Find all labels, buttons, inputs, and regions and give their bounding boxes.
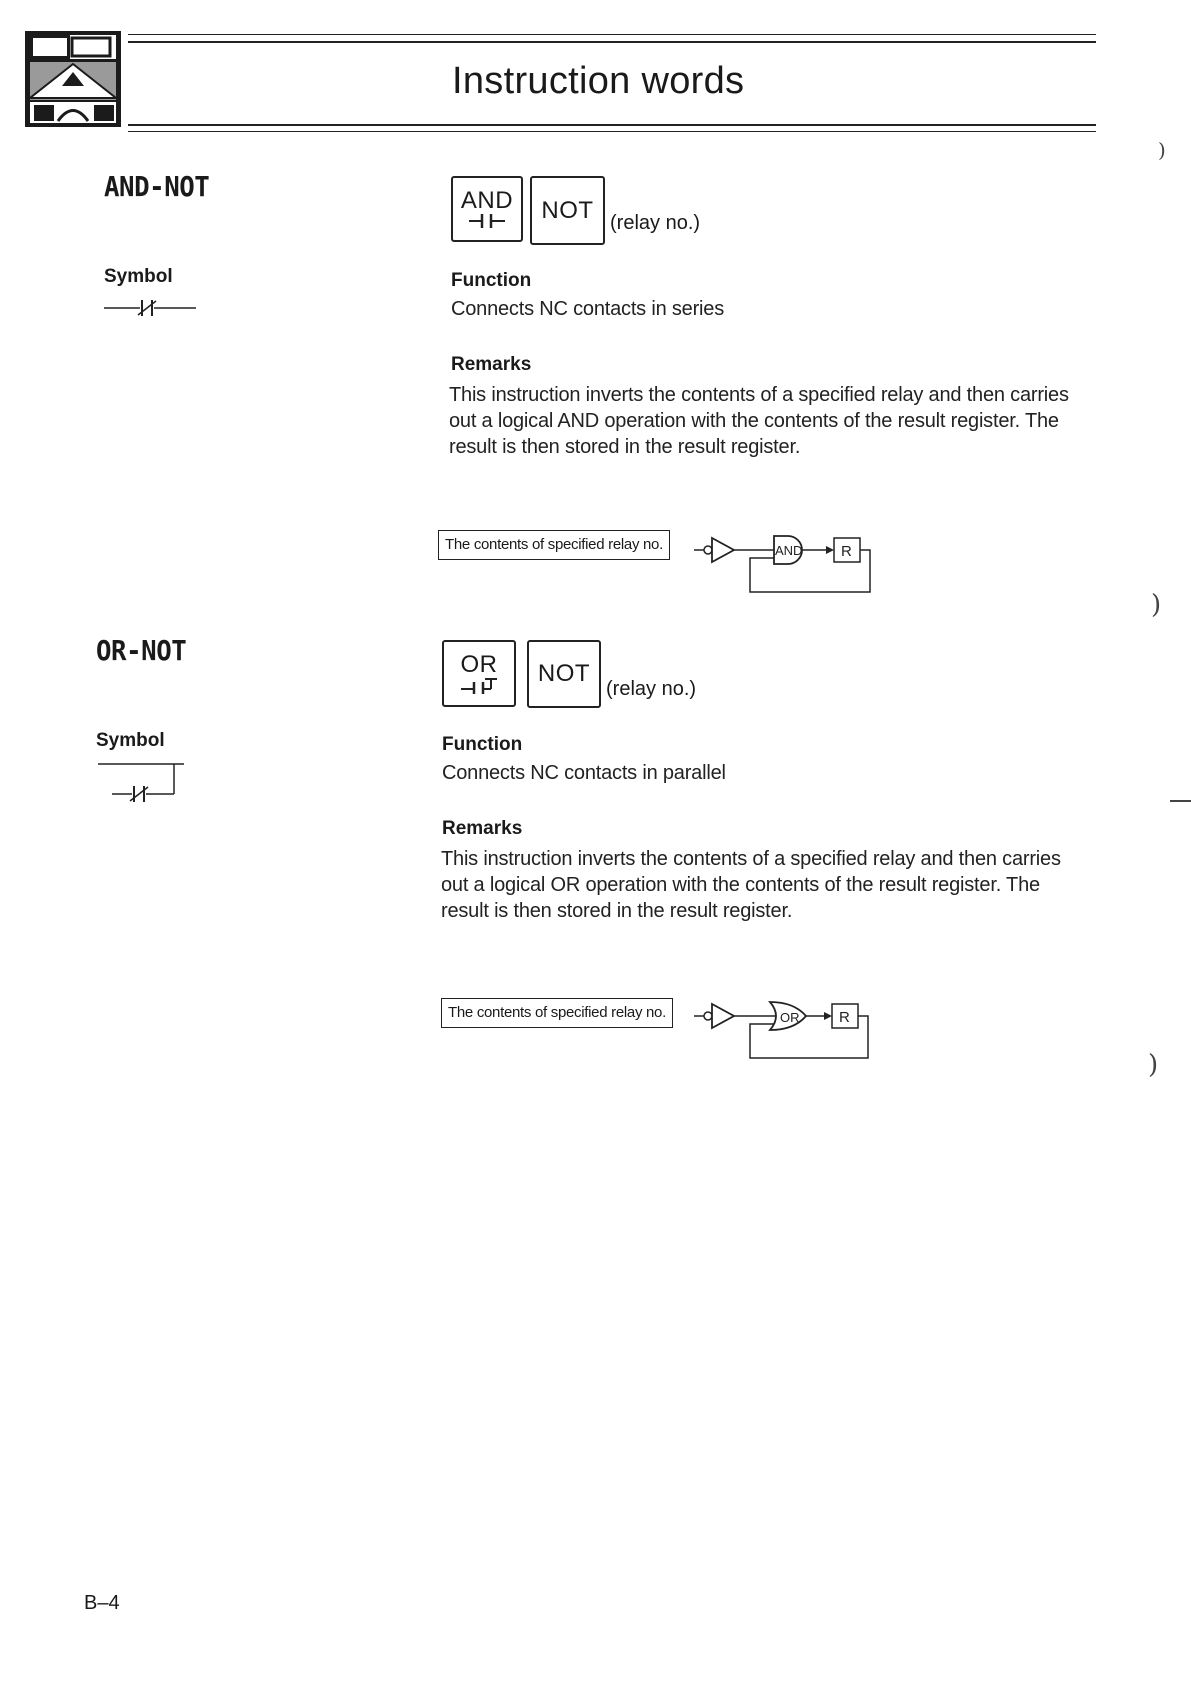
- nc-contact-series-icon: [104, 298, 196, 318]
- not-key-label: NOT: [541, 196, 594, 224]
- remarks-text: [441, 846, 1081, 924]
- margin-mark: ): [1158, 138, 1166, 162]
- function-label: Function: [442, 734, 523, 755]
- function-text: Connects NC contacts in series: [451, 298, 725, 320]
- contact-series-icon: [467, 213, 507, 229]
- register-label: R: [839, 1009, 850, 1026]
- instruction-name-and-not: AND-NOT: [104, 170, 210, 203]
- remarks-line: This instruction inverts the contents of a specified relay and then carries: [449, 384, 1069, 406]
- remarks-label: Remarks: [451, 354, 532, 375]
- header-rule-bottom: [128, 124, 1096, 126]
- symbol-label: Symbol: [96, 730, 165, 751]
- header-rule-top: [128, 34, 1096, 35]
- margin-dash: [1170, 800, 1191, 802]
- or-key: [442, 640, 516, 707]
- gate-label: AND: [775, 543, 803, 558]
- or-not-logic-diagram: [690, 992, 890, 1064]
- header-rule-top-thick: [128, 41, 1096, 43]
- not-key: [530, 176, 605, 245]
- symbol-label: Symbol: [104, 266, 173, 287]
- remarks-label: Remarks: [442, 818, 523, 839]
- instruction-name-or-not: OR-NOT: [96, 634, 187, 667]
- function-text: Connects NC contacts in parallel: [442, 762, 726, 784]
- remarks-line: out a logical OR operation with the contents of the result register. The: [441, 874, 1040, 896]
- and-key: [451, 176, 523, 242]
- or-key-label: OR: [460, 650, 498, 678]
- not-key: [527, 640, 601, 708]
- remarks-line: result is then stored in the result register.: [449, 436, 801, 458]
- function-label: Function: [451, 270, 532, 291]
- contact-parallel-icon: [459, 677, 499, 695]
- remarks-text: [449, 382, 1089, 460]
- page-number: B–4: [84, 1592, 120, 1614]
- relay-note: (relay no.): [610, 212, 701, 234]
- nc-contact-parallel-icon: [96, 758, 188, 804]
- relay-contents-box: The contents of specified relay no.: [438, 530, 670, 560]
- page-title: Instruction words: [452, 60, 745, 102]
- remarks-line: out a logical AND operation with the contents of the result register. The: [449, 410, 1059, 432]
- not-key-label: NOT: [537, 660, 591, 687]
- header-rule-bottom-thin: [128, 131, 1096, 132]
- margin-mark: ): [1148, 1050, 1159, 1080]
- remarks-line: This instruction inverts the contents of a specified relay and then carries: [441, 848, 1061, 870]
- and-not-logic-diagram: [690, 524, 890, 596]
- relay-note: (relay no.): [606, 678, 697, 700]
- and-key-label: AND: [460, 187, 514, 214]
- gate-label: OR: [780, 1010, 800, 1025]
- b-logo-icon: [24, 30, 122, 128]
- remarks-line: result is then stored in the result register.: [441, 900, 793, 922]
- relay-contents-box: The contents of specified relay no.: [441, 998, 673, 1028]
- register-label: R: [841, 543, 852, 560]
- margin-mark: ): [1151, 590, 1162, 620]
